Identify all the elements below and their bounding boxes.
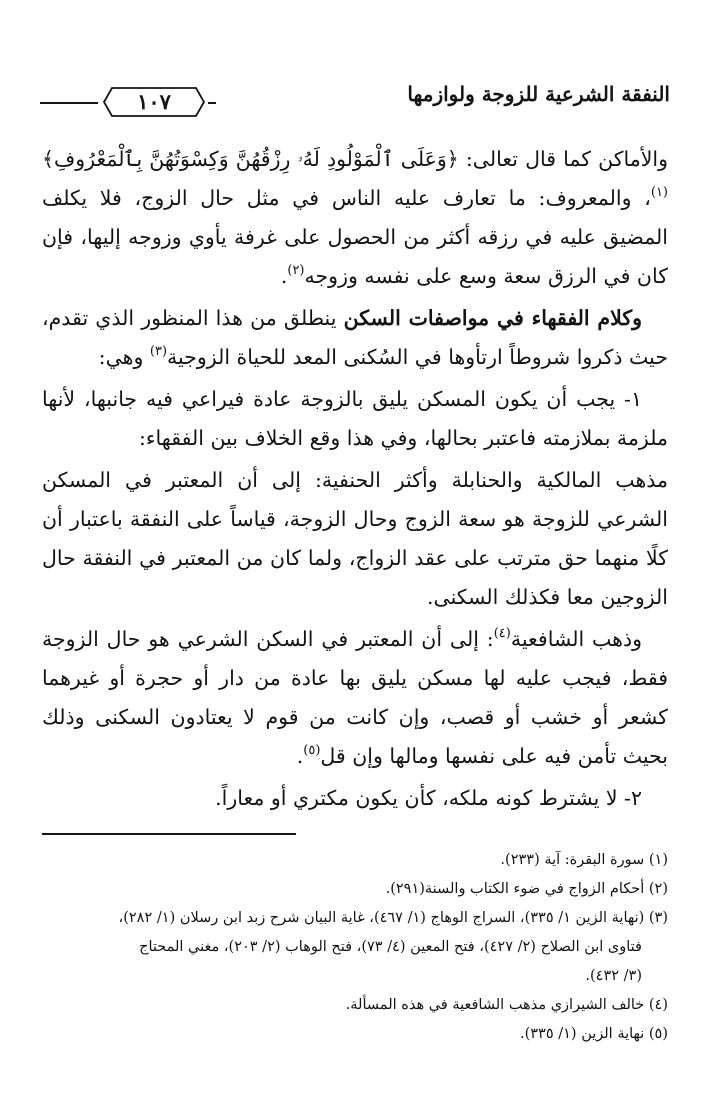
p2-text: ينطلق من هذا المنظور الذي تقدم، حيث ذكروا شروطاً ارتأوها في السُكنى المعد للحياة الزوجية bbox=[42, 306, 668, 369]
page-number-frame bbox=[102, 86, 206, 118]
quran-verse: ﴿وَعَلَى ٱلْمَوْلُودِ لَهُۥ رِزْقُهُنَّ وَكِسْوَتُهُنَّ بِٱلْمَعْرُوفِ﴾ bbox=[42, 147, 459, 171]
footnote-3-line-1: (٣) (نهاية الزين ١/ ٣٣٥)، السراج الوهاج (١/ ٤٦٧)، غاية البيان شرح زبد ابن رسلان (١/ ٢٨٢)، bbox=[118, 910, 668, 926]
footnote-2: (٢) أحكام الزواج في ضوء الكتاب والسنة(٢٩١). bbox=[385, 881, 668, 897]
p1-mid: ، والمعروف: ما تعارف عليه الناس في مثل حال الزوج، فلا يكلف المضيق عليه في رزقه أكثر من الحصول على غرفة يأوي وزوجه إليها، فإن كان في الرزق سعة وسع على نفسه وزوجه bbox=[42, 186, 668, 288]
footnote-separator bbox=[42, 833, 296, 835]
footnote-ref-5: (٥) bbox=[303, 743, 321, 758]
footnote-3-line-2: فتاوى ابن الصلاح (٢/ ٤٢٧)، فتح المعين (٤/ ٧٣)، فتح الوهاب (٢/ ٢٠٣)، مغني المحتاج bbox=[139, 939, 642, 955]
footnote-ref-4: (٤) bbox=[493, 626, 511, 641]
p2-bold: وكلام الفقهاء في مواصفات السكن bbox=[343, 306, 642, 330]
header-rule-short bbox=[208, 102, 216, 104]
main-text bbox=[42, 140, 668, 821]
paragraph-3: ١- يجب أن يكون المسكن يليق بالزوجة عادة فيراعي فيه جانبها، لأنها ملزمة بملازمته فاعتبر بحالها، وفي هذا وقع الخلاف بين الفقهاء: bbox=[42, 387, 668, 450]
footnote-5: (٥) نهاية الزين (١/ ٣٣٥). bbox=[519, 1026, 668, 1042]
paragraph-1 bbox=[42, 140, 668, 296]
p1-start: والأماكن كما قال تعالى: bbox=[458, 147, 668, 171]
page-number: ١٠٧ bbox=[137, 89, 171, 114]
footnotes bbox=[42, 846, 668, 1049]
p5-end: . bbox=[296, 744, 304, 768]
p1-end: . bbox=[280, 264, 288, 288]
p5-start: وذهب الشافعية bbox=[510, 627, 642, 651]
paragraph-6: ٢- لا يشترط كونه ملكه، كأن يكون مكتري أو معاراً. bbox=[215, 786, 642, 810]
footnote-ref-2: (٢) bbox=[287, 263, 305, 278]
footnote-ref-1: (١) bbox=[650, 185, 668, 200]
running-title: النفقة الشرعية للزوجة ولوازمها bbox=[407, 82, 670, 106]
footnote-4: (٤) خالف الشيرازي مذهب الشافعية في هذه المسألة. bbox=[345, 997, 668, 1013]
footnote-3-line-3: (٣/ ٤٣٢). bbox=[585, 968, 642, 984]
page-header bbox=[40, 82, 670, 122]
paragraph-2 bbox=[42, 299, 668, 377]
header-rule bbox=[40, 102, 98, 104]
footnote-ref-3: (٣) bbox=[149, 344, 168, 359]
footnote-1: (١) سورة البقرة: آية (٢٣٣). bbox=[500, 852, 668, 868]
paragraph-4: مذهب المالكية والحنابلة وأكثر الحنفية: إلى أن المعتبر في المسكن الشرعي للزوجة هو سعة الزوج وحال الزوجة، قياساً على النفقة باعتبار أن كلًا منهما حق مترتب على عقد الزواج، ولما كان من المعتبر في النفقة حال الزوجين معا فكذلك السكنى. bbox=[42, 468, 668, 609]
paragraph-5 bbox=[42, 620, 668, 776]
p5-mid: : إلى أن المعتبر في السكن الشرعي هو حال الزوجة فقط، فيجب عليه لها مسكن يليق بها عادة من دار أو حجرة أو غيرهما كشعر أو خشب أو قصب، وإن كانت من قوم لا يعتادون السكنى وذلك بحيث تأمن فيه على نفسها ومالها وإن قل bbox=[42, 627, 668, 768]
p2-end: وهي: bbox=[98, 345, 150, 369]
